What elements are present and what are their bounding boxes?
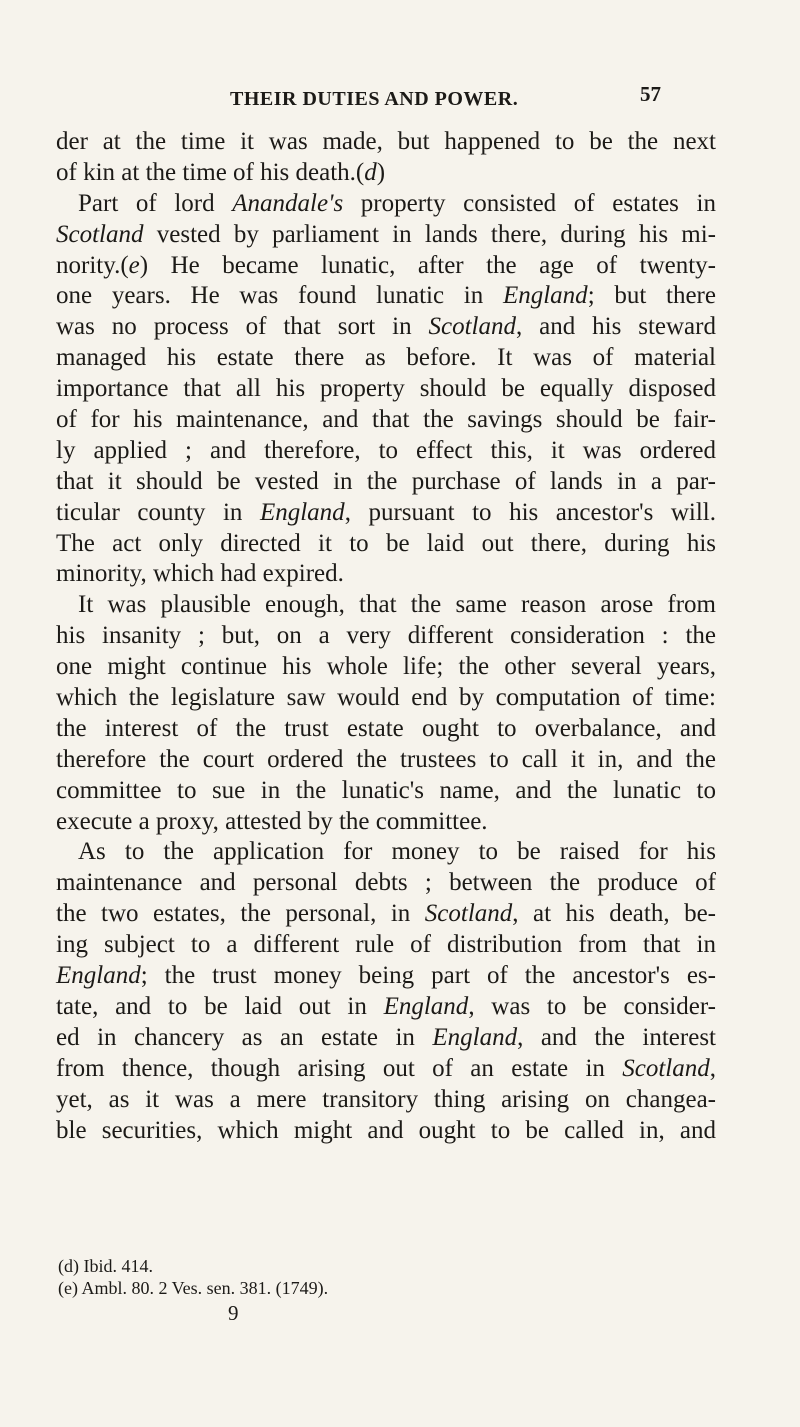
text-line bbox=[56, 590, 716, 621]
italic-term: England bbox=[56, 962, 141, 990]
footnotes bbox=[58, 1255, 518, 1299]
text-segment: ; but there bbox=[587, 282, 716, 310]
italic-term: d bbox=[364, 158, 377, 186]
text-segment: , and his steward bbox=[515, 313, 716, 341]
text-line bbox=[56, 374, 716, 405]
text-line bbox=[56, 930, 716, 961]
text-segment: of for his maintenance, and that the savings should be fair- bbox=[56, 406, 716, 434]
text-line bbox=[56, 714, 716, 745]
text-line bbox=[56, 776, 716, 807]
text-line bbox=[56, 127, 716, 158]
text-line bbox=[56, 961, 716, 992]
text-line bbox=[56, 683, 716, 714]
text-line bbox=[56, 992, 716, 1023]
text-segment: , was to be consider- bbox=[468, 992, 716, 1020]
text-segment: one might continue his whole life; the other several years, bbox=[56, 653, 716, 681]
text-segment: The act only directed it to be laid out there, during his bbox=[56, 529, 716, 557]
text-segment: , bbox=[709, 1054, 716, 1082]
text-line bbox=[56, 1085, 716, 1116]
text-segment: which the legislature saw would end by computation of time: bbox=[56, 684, 716, 712]
text-segment: was no process of that sort in bbox=[56, 313, 429, 341]
text-segment: of kin at the time of his death.( bbox=[56, 158, 365, 186]
text-line bbox=[56, 837, 716, 868]
text-line bbox=[56, 436, 716, 467]
text-segment: It was plausible enough, that the same reason arose from bbox=[78, 591, 716, 619]
body-text bbox=[56, 127, 716, 1146]
text-line bbox=[56, 312, 716, 343]
text-segment: vested by parliament in lands there, during his mi- bbox=[143, 220, 716, 248]
italic-term: England bbox=[259, 498, 345, 526]
italic-term: Anandale's bbox=[232, 189, 344, 217]
text-line bbox=[56, 498, 716, 529]
text-segment: his insanity ; but, on a very different consideration : the bbox=[56, 622, 716, 650]
text-line bbox=[56, 158, 716, 189]
text-line bbox=[56, 899, 716, 930]
text-line bbox=[56, 1023, 716, 1054]
text-line bbox=[56, 343, 716, 374]
text-line bbox=[56, 745, 716, 776]
running-head bbox=[0, 82, 800, 118]
text-line bbox=[56, 405, 716, 436]
italic-term: Scotland bbox=[428, 313, 516, 341]
text-segment: yet, as it was a mere transitory thing arising on changea- bbox=[56, 1085, 716, 1113]
text-segment: from thence, though arising out of an estate in bbox=[56, 1054, 623, 1082]
italic-term: England bbox=[502, 282, 588, 310]
footnote-e: (e) Ambl. 80. 2 Ves. sen. 381. (1749). bbox=[58, 1278, 329, 1298]
italic-term: e bbox=[128, 251, 140, 279]
italic-term: England bbox=[432, 1023, 518, 1051]
text-segment: therefore the court ordered the trustees to call it in, and the bbox=[56, 745, 716, 773]
text-segment: , at his death, be- bbox=[512, 900, 716, 928]
text-segment: ticular county in bbox=[56, 498, 260, 526]
text-segment: the interest of the trust estate ought to overbalance, and bbox=[56, 714, 716, 742]
text-line bbox=[56, 220, 716, 251]
text-segment: ble securities, which might and ought to be called in, and bbox=[56, 1116, 716, 1144]
text-segment: ing subject to a different rule of distribution from that in bbox=[56, 931, 716, 959]
italic-term: Scotland bbox=[622, 1054, 710, 1082]
text-segment: der at the time it was made, but happened to be the next bbox=[56, 128, 716, 155]
footnote-d: (d) Ibid. 414. bbox=[58, 1256, 153, 1276]
text-line bbox=[56, 281, 716, 312]
text-line bbox=[56, 652, 716, 683]
text-segment: , pursuant to his ancestor's will. bbox=[344, 498, 717, 526]
text-segment: ly applied ; and therefore, to effect this, it was ordered bbox=[56, 436, 716, 464]
text-segment: property consisted of estates in bbox=[343, 189, 716, 217]
text-segment: one years. He was found lunatic in bbox=[56, 282, 503, 310]
text-line bbox=[56, 621, 716, 652]
text-line bbox=[56, 1054, 716, 1085]
text-line bbox=[56, 529, 716, 560]
text-segment: As to the application for money to be raised for his bbox=[78, 838, 716, 866]
text-segment: that it should be vested in the purchase of lands in a par- bbox=[56, 467, 716, 495]
text-segment: nority.( bbox=[56, 251, 129, 279]
text-segment: managed his estate there as before. It was of material bbox=[56, 344, 716, 372]
text-segment: ) He became lunatic, after the age of twenty- bbox=[139, 251, 716, 279]
text-segment: execute a proxy, attested by the committee. bbox=[56, 807, 488, 835]
text-line bbox=[56, 467, 716, 498]
text-segment: Part of lord bbox=[78, 189, 233, 217]
text-segment: importance that all his property should be equally disposed bbox=[56, 375, 716, 403]
text-segment: committee to sue in the lunatic's name, and the lunatic to bbox=[56, 776, 716, 804]
text-segment: ed in chancery as an estate in bbox=[56, 1023, 433, 1051]
text-segment: , and the interest bbox=[517, 1023, 716, 1051]
italic-term: Scotland bbox=[56, 220, 144, 248]
text-line bbox=[56, 807, 716, 838]
text-line bbox=[56, 868, 716, 899]
text-line bbox=[56, 1116, 716, 1147]
text-segment: tate, and to be laid out in bbox=[56, 992, 384, 1020]
running-title: THEIR DUTIES AND POWER. bbox=[230, 88, 519, 110]
italic-term: Scotland bbox=[424, 900, 513, 928]
signature-mark: 9 bbox=[228, 1301, 239, 1325]
text-segment: ) bbox=[376, 158, 386, 186]
text-segment: minority, which had expired. bbox=[56, 560, 344, 588]
text-line bbox=[56, 559, 716, 590]
text-segment: the two estates, the personal, in bbox=[56, 900, 425, 928]
italic-term: England bbox=[383, 992, 469, 1020]
page-number: 57 bbox=[640, 82, 661, 106]
text-line bbox=[56, 251, 716, 282]
text-line bbox=[56, 189, 716, 220]
text-segment: ; the trust money being part of the ancestor's es- bbox=[140, 962, 716, 990]
text-segment: maintenance and personal debts ; between the produce of bbox=[56, 869, 716, 897]
